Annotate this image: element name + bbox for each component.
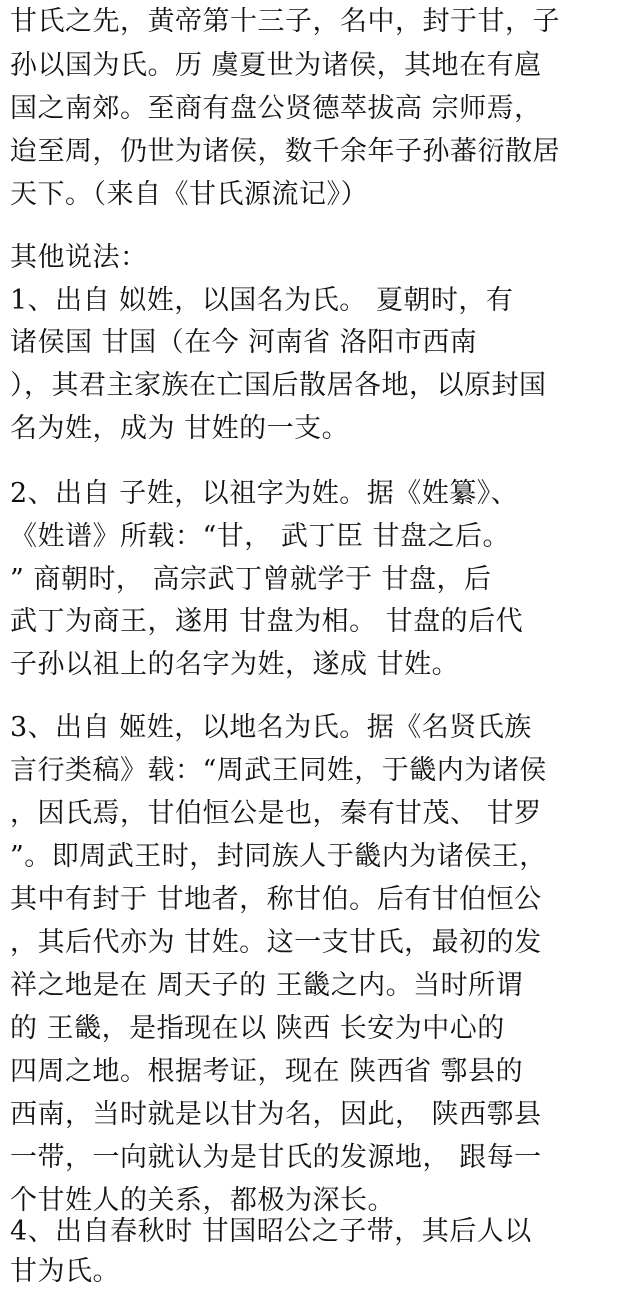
text-line: ，因氏焉，甘伯恒公是也，秦有甘茂、 甘罗 [10, 798, 542, 829]
text-line: 其他说法： [10, 242, 148, 273]
text-line: 诸侯国 甘国（在今 河南省 洛阳市西南 [10, 327, 478, 358]
text-line: 国之南郊。至商有盘公贤德萃拔高 宗师焉， [10, 93, 542, 124]
text-line: 一带，一向就认为是甘氏的发源地， 跟每一 [10, 1142, 542, 1173]
text-line: ” 商朝时， 高宗武丁曾就学于 甘盘，后 [10, 564, 492, 595]
text-line: 其中有封于 甘地者，称甘伯。后有甘伯恒公 [10, 884, 542, 915]
text-line: 孙以国为氏。历 虞夏世为诸侯，其地在有扈 [10, 50, 542, 81]
text-line: 迨至周，仍世为诸侯，数千余年子孙蕃衍散居 [10, 136, 560, 167]
text-line: 天下。（来自《甘氏源流记》） [10, 179, 368, 210]
text-line: 西南，当时就是以甘为名，因此， 陕西鄠县 [10, 1099, 542, 1130]
text-line: 的 王畿，是指现在以 陕西 长安为中心的 [10, 1013, 505, 1044]
text-line: 四周之地。根据考证，现在 陕西省 鄠县的 [10, 1056, 524, 1087]
text-line: 武丁为商王，遂用 甘盘为相。 甘盘的后代 [10, 606, 524, 637]
text-line: ，其后代亦为 甘姓。这一支甘氏，最初的发 [10, 927, 542, 958]
text-line: 甘氏之先，黄帝第十三子，名中，封于甘，子 [10, 6, 560, 37]
text-line: ），其君主家族在亡国后散居各地，以原封国 [10, 370, 547, 401]
text-line: 3、出自 姬姓，以地名为氏。据《名贤氏族 [10, 712, 532, 743]
text-line: 甘为氏。 [10, 1256, 120, 1287]
text-line: ”。即周武王时，封同族人于畿内为诸侯王， [10, 841, 547, 872]
text-line: 《姓谱》所载：“甘， 武丁臣 甘盘之后。 [10, 521, 510, 552]
text-line: 言行类稿》载：“周武王同姓，于畿内为诸侯 [10, 755, 547, 786]
text-line: 4、出自春秋时 甘国昭公之子带，其后人以 [10, 1216, 532, 1247]
text-line: 2、出自 子姓，以祖字为姓。据《姓纂》、 [10, 478, 519, 509]
text-line: 子孙以祖上的名字为姓，遂成 甘姓。 [10, 649, 460, 680]
text-line: 1、出自 姒姓，以国名为氏。 夏朝时，有 [10, 285, 514, 316]
text-line: 个甘姓人的关系，都极为深长。 [10, 1185, 395, 1216]
text-line: 名为姓，成为 甘姓的一支。 [10, 413, 350, 444]
text-line: 祥之地是在 周天子的 王畿之内。当时所谓 [10, 970, 524, 1001]
